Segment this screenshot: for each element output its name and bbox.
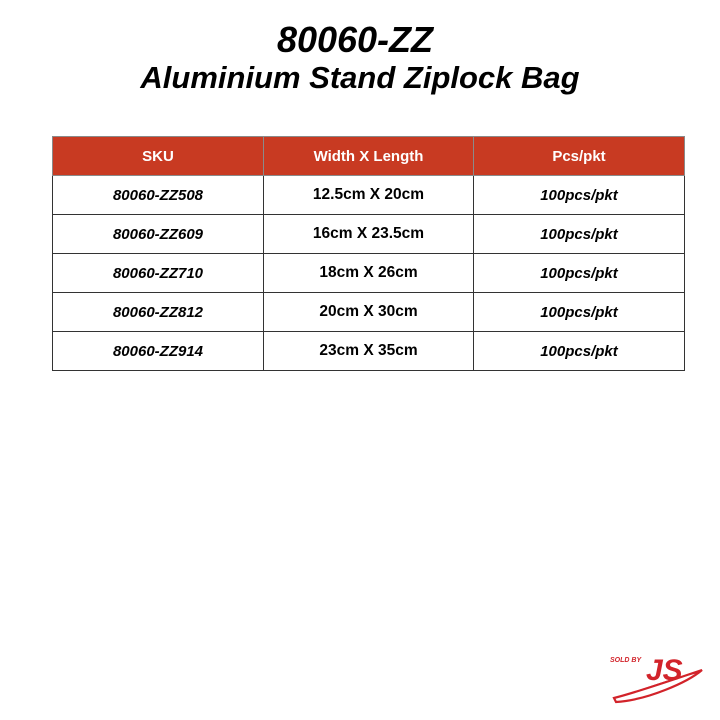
table-row (53, 293, 685, 332)
size-cell: 12.5cm X 20cm (264, 176, 474, 215)
pcs-cell: 100pcs/pkt (474, 176, 685, 215)
js-brand-text: JS (646, 654, 683, 687)
product-name-title: Aluminium Stand Ziplock Bag (140, 60, 580, 95)
sku-cell: 80060-ZZ609 (53, 215, 264, 254)
pcs-cell: 100pcs/pkt (474, 254, 685, 293)
table-header-row (53, 137, 685, 176)
size-cell: 18cm X 26cm (264, 254, 474, 293)
size-cell: 23cm X 35cm (264, 332, 474, 371)
table-row (53, 215, 685, 254)
title-block (0, 18, 720, 98)
size-cell: 16cm X 23.5cm (264, 215, 474, 254)
pcs-cell: 100pcs/pkt (474, 293, 685, 332)
sku-cell: 80060-ZZ710 (53, 254, 264, 293)
spec-table (52, 136, 685, 371)
pcs-cell: 100pcs/pkt (474, 215, 685, 254)
table-row (53, 254, 685, 293)
column-header-pcs: Pcs/pkt (474, 137, 685, 176)
sold-by-text: SOLD BY (610, 657, 642, 664)
pcs-cell: 100pcs/pkt (474, 332, 685, 371)
sold-by-js-logo (608, 648, 708, 704)
table-row (53, 176, 685, 215)
size-cell: 20cm X 30cm (264, 293, 474, 332)
sku-cell: 80060-ZZ508 (53, 176, 264, 215)
column-header-sku: SKU (53, 137, 264, 176)
sku-cell: 80060-ZZ812 (53, 293, 264, 332)
sku-cell: 80060-ZZ914 (53, 332, 264, 371)
table-row (53, 332, 685, 371)
product-code-title: 80060-ZZ (276, 19, 434, 60)
column-header-size: Width X Length (264, 137, 474, 176)
